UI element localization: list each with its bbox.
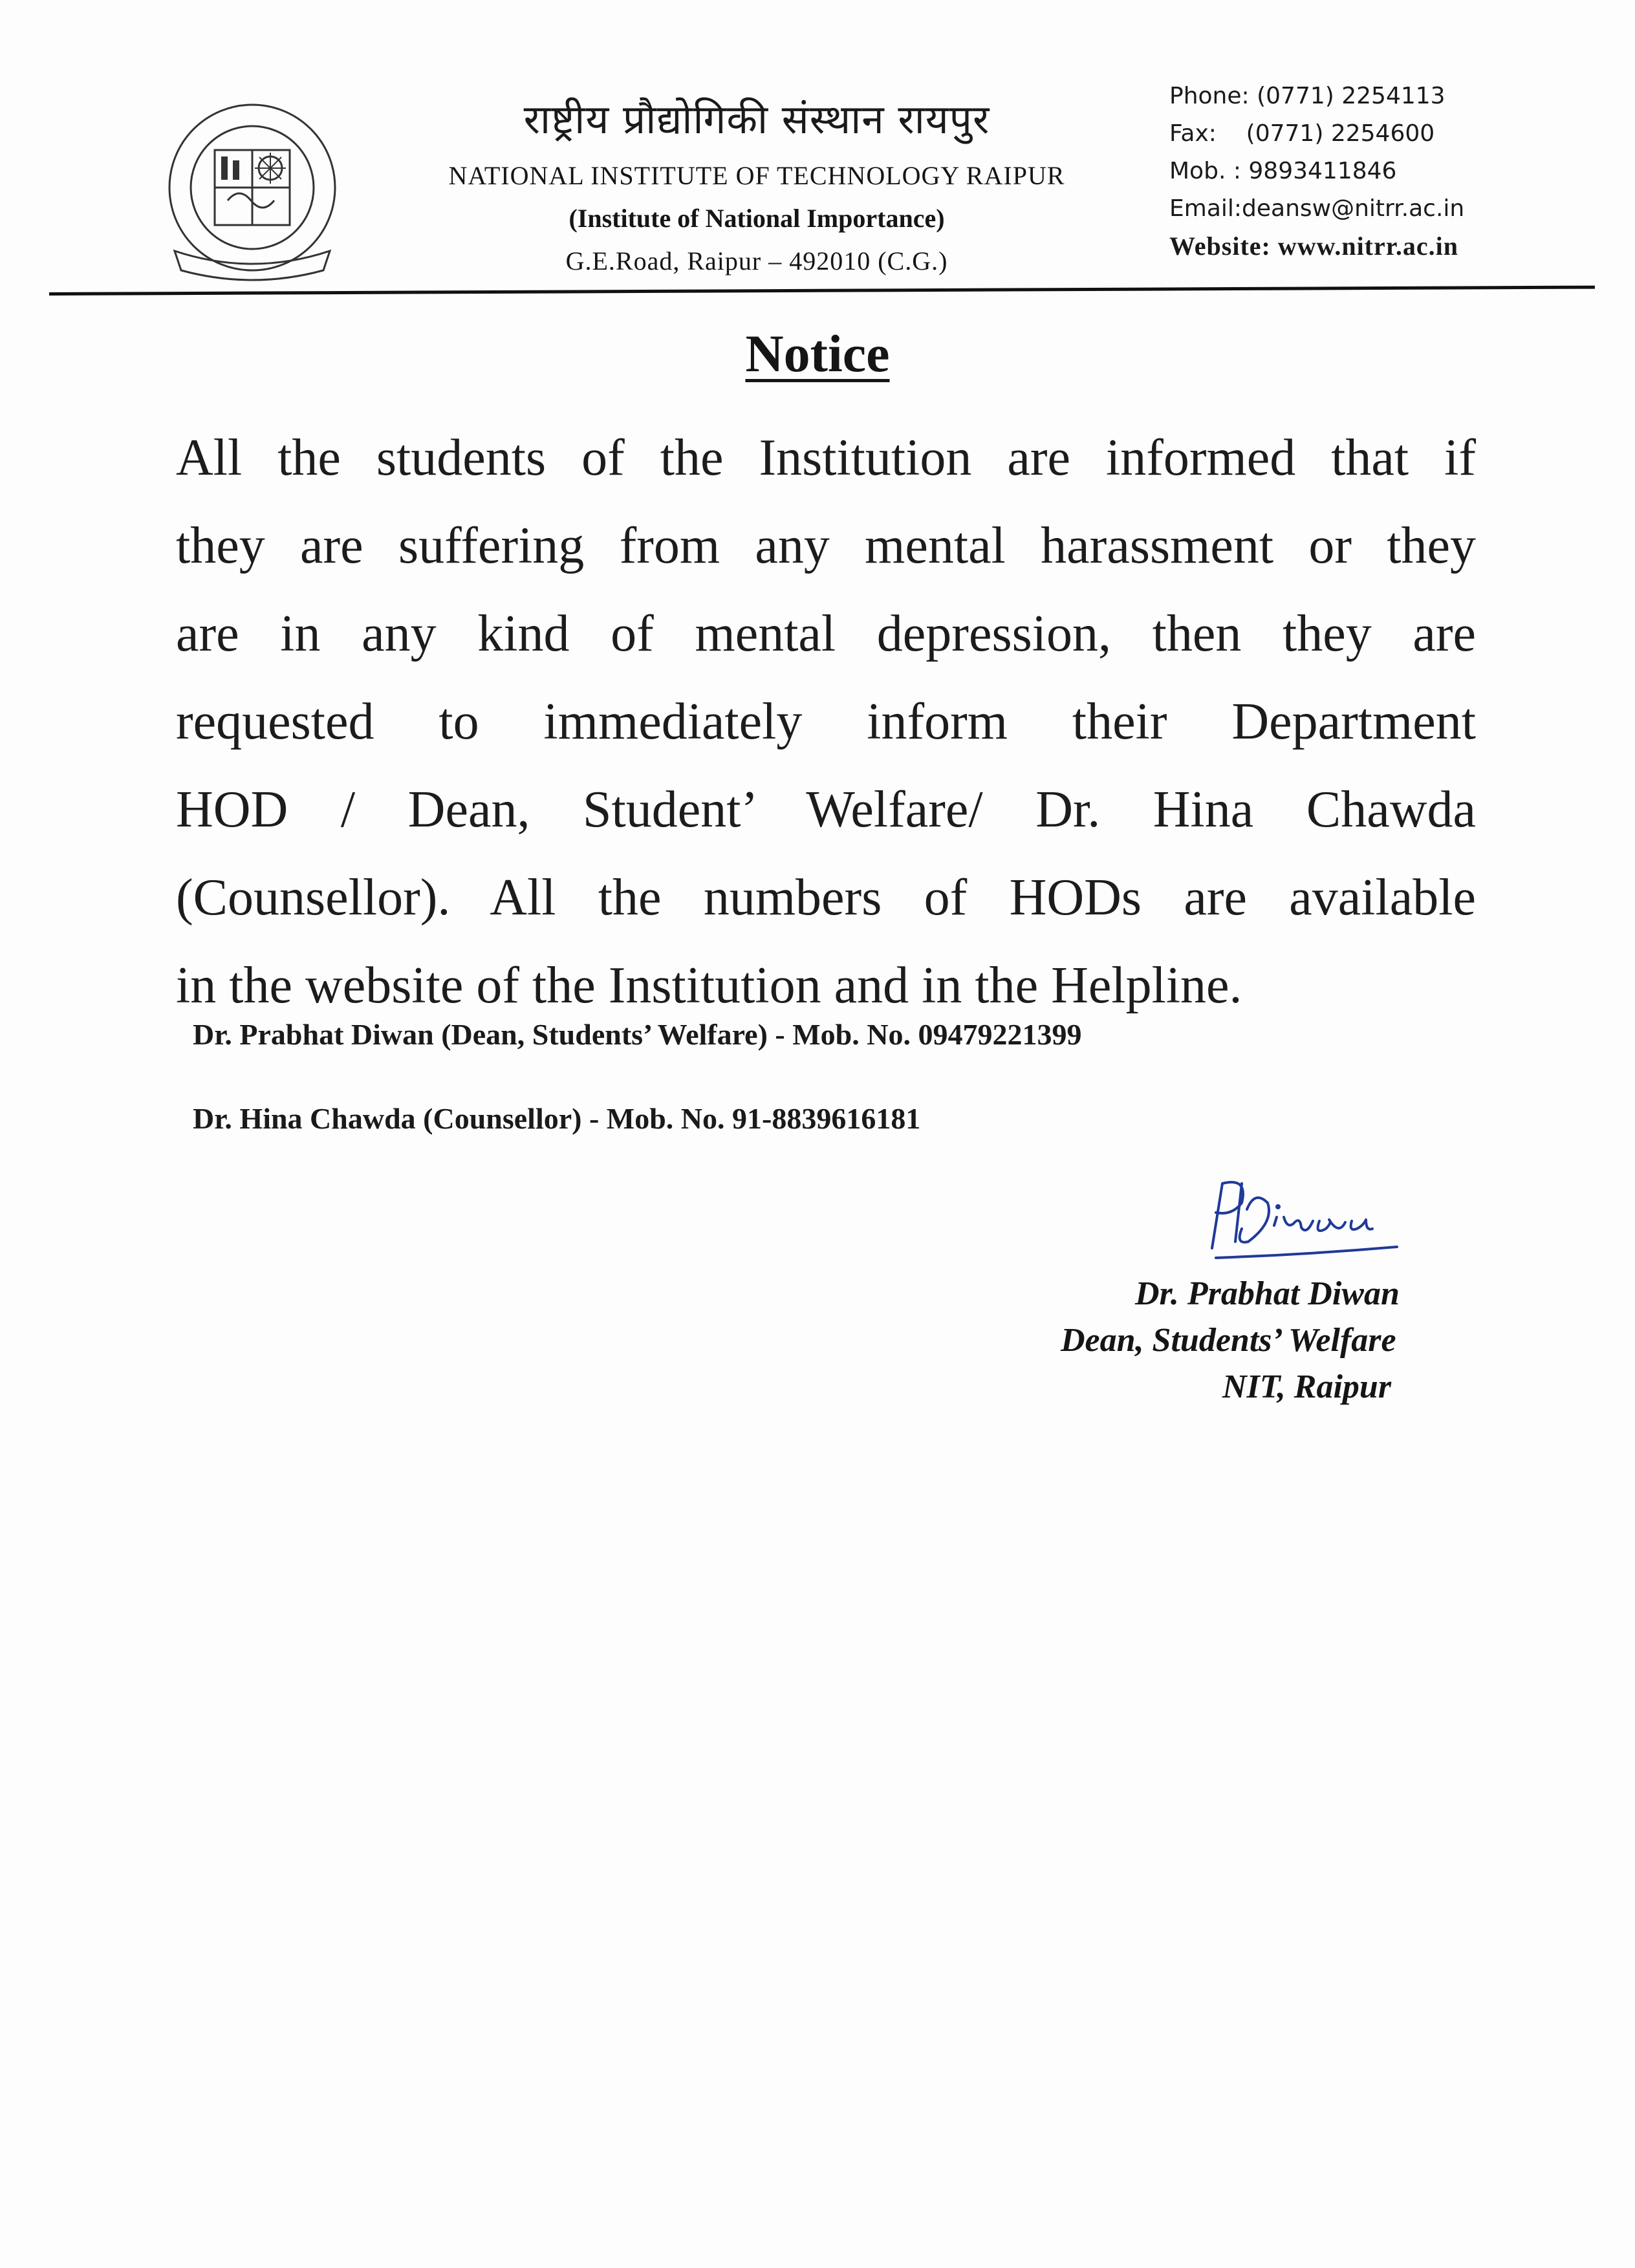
institute-name-block	[414, 94, 1099, 280]
signatory-institute: NIT, Raipur	[1222, 1368, 1392, 1405]
institute-address: G.E.Road, Raipur – 492010 (C.G.)	[565, 246, 948, 275]
notice-line: in the website of the Institution and in the Helpline.	[176, 957, 1242, 1014]
notice-line: are in any kind of mental depression, then they are	[176, 605, 1476, 662]
notice-title-text: Notice	[745, 324, 890, 383]
contact-phone: Phone: (0771) 2254113	[1169, 83, 1446, 109]
contact-block	[1169, 78, 1596, 265]
notice-line: requested to immediately inform their Department	[176, 693, 1476, 750]
contact-fax: Fax: (0771) 2254600	[1169, 120, 1435, 147]
signatory-name: Dr. Prabhat Diwan	[1135, 1275, 1400, 1312]
contact-email: Email:deansw@nitrr.ac.in	[1169, 195, 1465, 222]
notice-line: (Counsellor). All the numbers of HODs are available	[176, 869, 1476, 926]
notice-title	[0, 323, 1635, 384]
institute-subtitle: (Institute of National Importance)	[568, 204, 945, 233]
notice-line: All the students of the Institution are informed that if	[176, 429, 1476, 486]
counsellor-contact: Dr. Hina Chawda (Counsellor) - Mob. No. 91-8839616181	[193, 1102, 921, 1135]
contact-website: Website: www.nitrr.ac.in	[1169, 232, 1458, 261]
institute-logo-icon	[155, 97, 349, 291]
institute-name-hindi: राष्ट्रीय प्रौद्योगिकी संस्थान रायपुर	[523, 96, 990, 143]
notice-contacts	[193, 993, 1081, 1161]
signatory-block	[1061, 1271, 1500, 1410]
notice-body	[176, 414, 1476, 1030]
handwritten-signature-icon	[1196, 1164, 1410, 1268]
dean-contact: Dr. Prabhat Diwan (Dean, Students’ Welfare) - Mob. No. 09479221399	[193, 1018, 1082, 1051]
notice-line: they are suffering from any mental harassment or they	[176, 517, 1476, 574]
signatory-designation: Dean, Students’ Welfare	[1061, 1322, 1396, 1359]
notice-line: HOD / Dean, Student’ Welfare/ Dr. Hina Chawda	[176, 781, 1476, 838]
institute-name-english: NATIONAL INSTITUTE OF TECHNOLOGY RAIPUR	[448, 161, 1065, 190]
contact-mobile: Mob. : 9893411846	[1169, 158, 1397, 184]
